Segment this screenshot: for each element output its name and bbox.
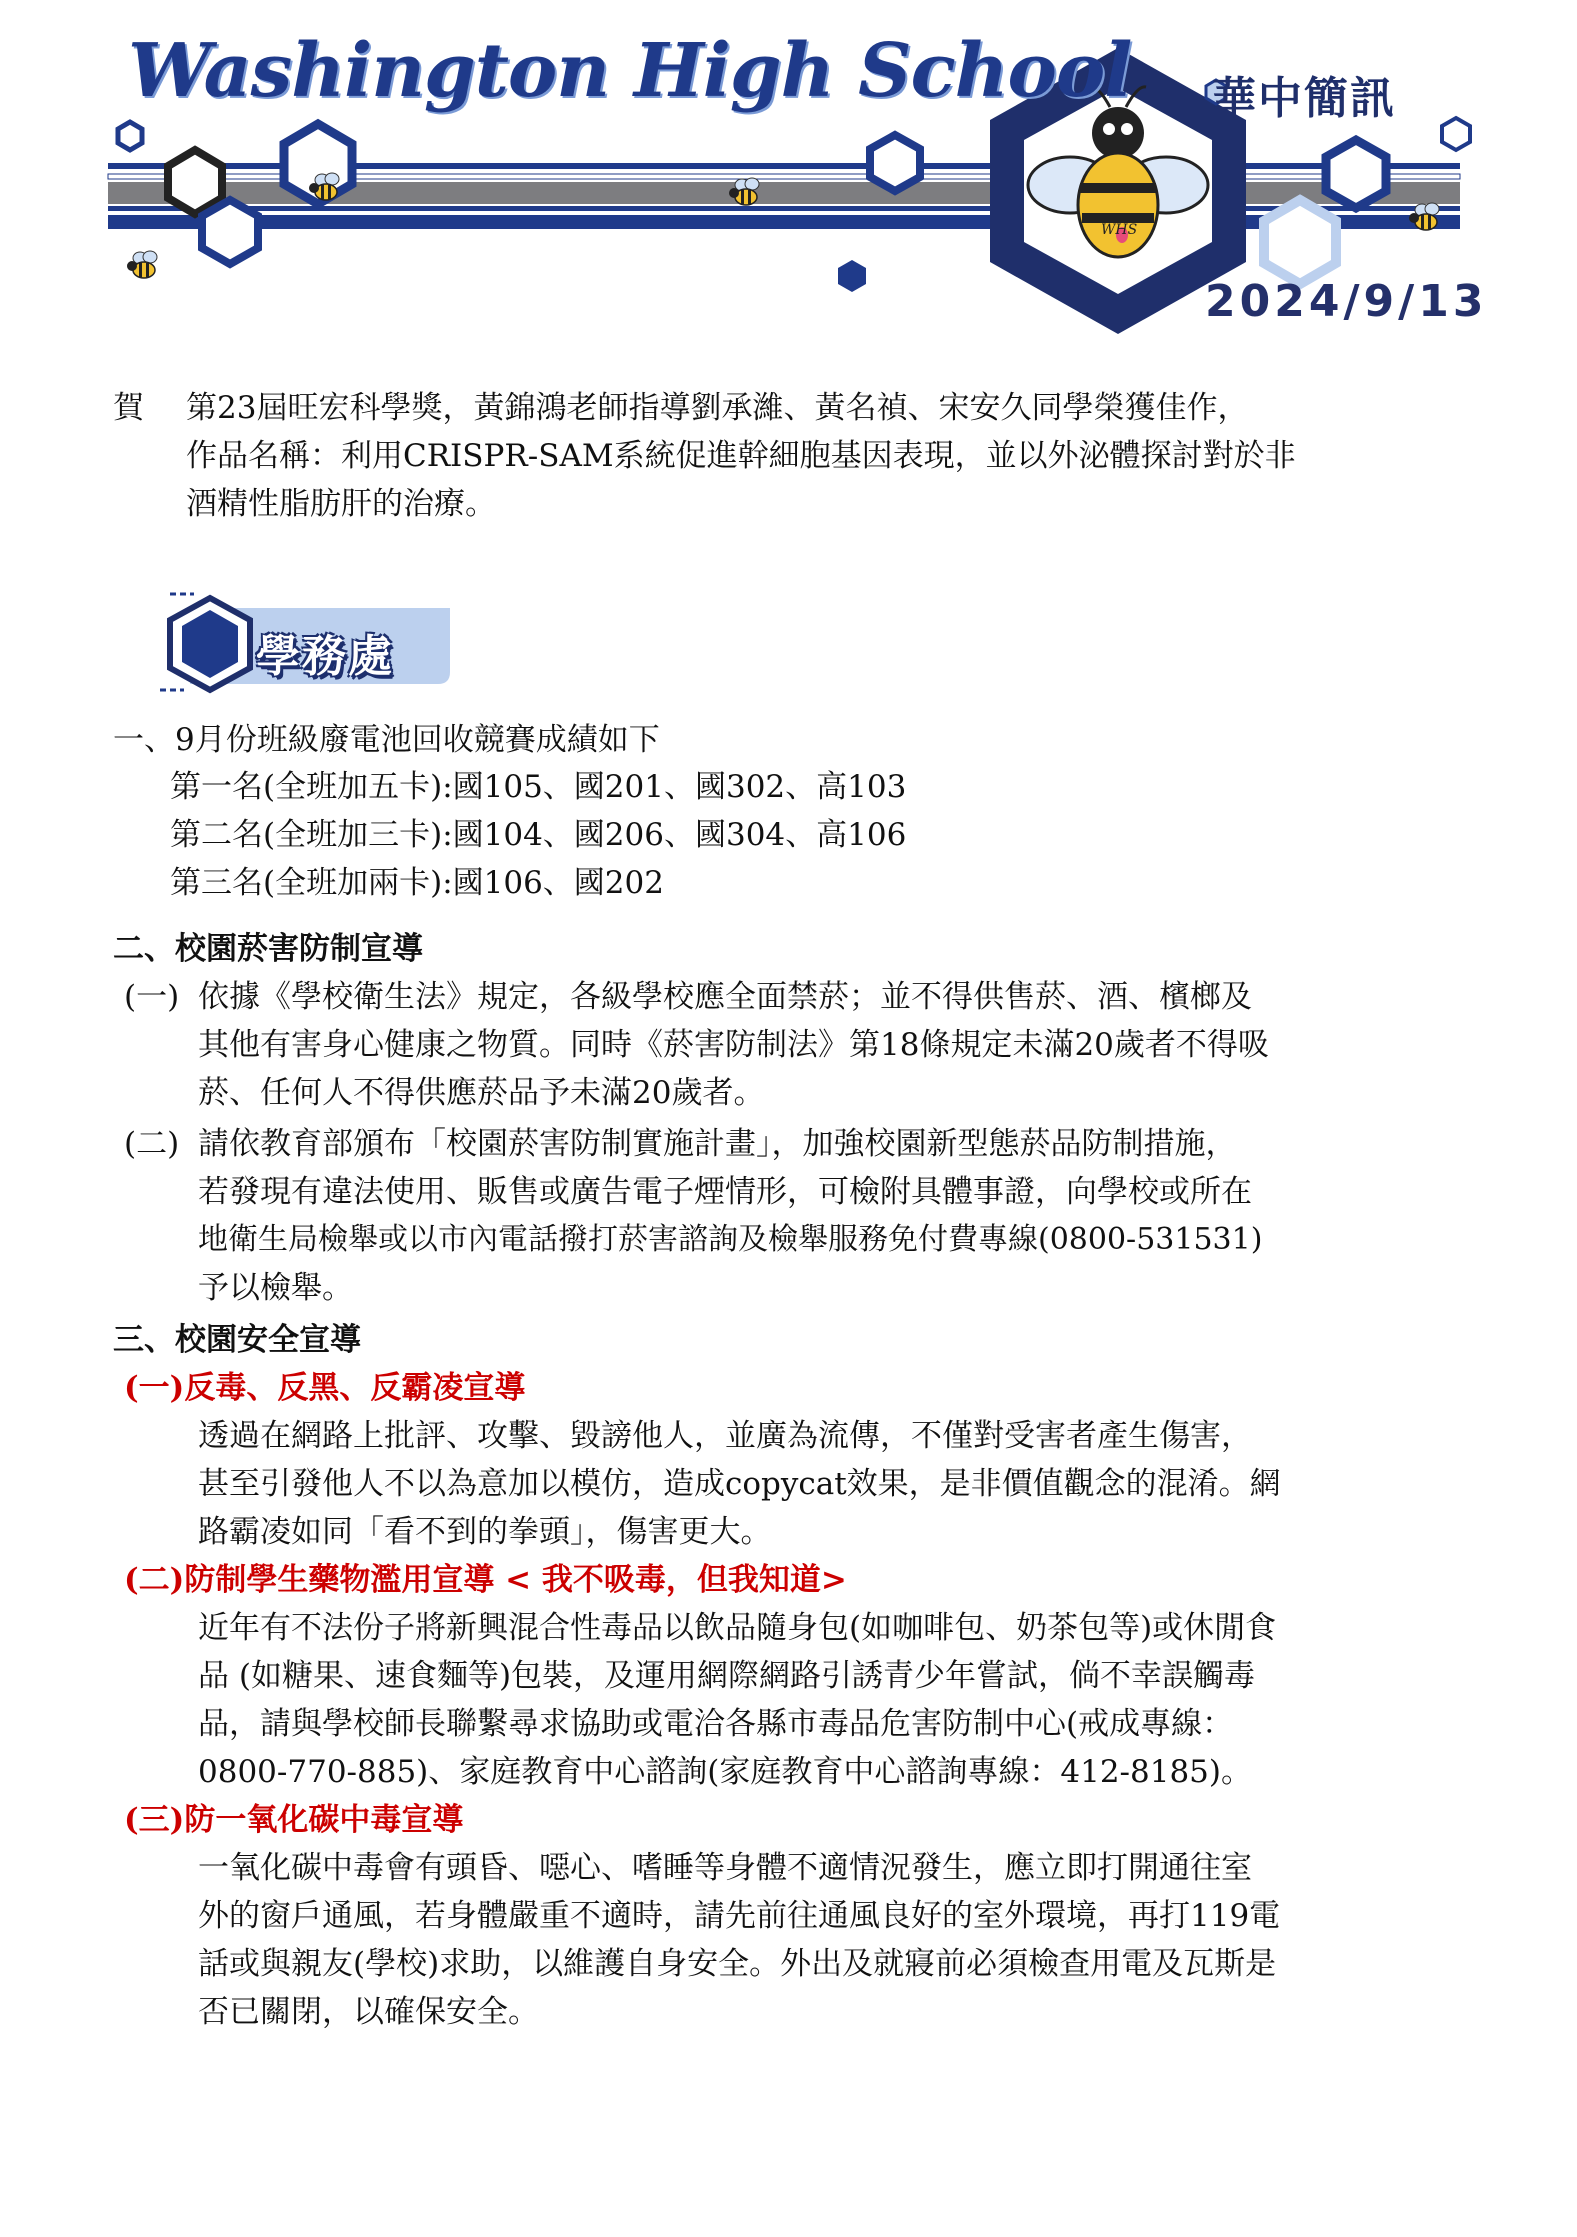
section2-heading: 二、校園菸害防制宣導 xyxy=(113,931,423,967)
section3-sub2-line-1: 近年有不法份子將新興混合性毒品以飲品隨身包(如咖啡包、奶茶包等)或休閒食 xyxy=(198,1610,1277,1646)
section3-sub3-title: (三)防一氧化碳中毒宣導 xyxy=(124,1802,464,1838)
newsletter-name: 華中簡訊 xyxy=(1212,73,1396,124)
section3-sub1-line-2: 甚至引發他人不以為意加以模仿，造成copycat效果，是非價值觀念的混淆。網 xyxy=(198,1466,1281,1502)
section2-item2-line-2: 若發現有違法使用、販售或廣告電子煙情形，可檢附具體事證，向學校或所在 xyxy=(198,1174,1252,1210)
section3-sub1-line-1: 透過在網路上批評、攻擊、毀謗他人，並廣為流傳，不僅對受害者產生傷害， xyxy=(198,1418,1252,1454)
section1-item-3: 第三名(全班加兩卡):國106、國202 xyxy=(170,865,664,901)
section3-sub2-line-2: 品 (如糖果、速食麵等)包裝，及運用網際網路引誘青少年嘗試，倘不幸誤觸毒 xyxy=(198,1658,1256,1694)
department-label: 學務處 xyxy=(256,631,394,682)
section2-item2-line-1: 請依教育部頒布「校園菸害防制實施計畫」，加強校園新型態菸品防制措施， xyxy=(198,1126,1237,1162)
mascot-label: WHS xyxy=(1101,222,1138,238)
section3-sub2-line-4: 0800-770-885)、家庭教育中心諮詢(家庭教育中心諮詢專線：412-8185)。 xyxy=(198,1754,1252,1790)
section2-item1-line-1: 依據《學校衛生法》規定，各級學校應全面禁菸；並不得供售菸、酒、檳榔及 xyxy=(198,979,1252,1015)
section2-item2-line-3: 地衛生局檢舉或以市內電話撥打菸害諮詢及檢舉服務免付費專線(0800-531531) xyxy=(198,1222,1263,1257)
section1-item-1: 第一名(全班加五卡):國105、國201、國302、高103 xyxy=(170,769,907,805)
newsletter-brand xyxy=(1212,62,1396,126)
section3-sub3-line-1: 一氧化碳中毒會有頭昏、噁心、嗜睡等身體不適情況發生，應立即打開通往室 xyxy=(198,1850,1252,1886)
congrats-line-3: 酒精性脂肪肝的治療。 xyxy=(186,486,496,522)
school-name: Washington High School xyxy=(128,28,1132,114)
section3-sub2-title: (二)防制學生藥物濫用宣導 < 我不吸毒，但我知道> xyxy=(124,1562,847,1598)
section2-item2-marker: (二) xyxy=(124,1126,180,1162)
congrats-prefix: 賀 xyxy=(113,390,144,426)
section2-item1-marker: (一) xyxy=(124,979,180,1015)
hexagon-icon xyxy=(170,598,250,690)
section3-sub1-line-3: 路霸凌如同「看不到的拳頭」，傷害更大。 xyxy=(198,1514,772,1550)
section2-item2-line-4: 予以檢舉。 xyxy=(198,1270,353,1306)
congrats-line-1: 第23屆旺宏科學獎，黃錦鴻老師指導劉承濰、黃名禎、宋安久同學榮獲佳作， xyxy=(186,390,1249,426)
section1-item-2: 第二名(全班加三卡):國104、國206、國304、高106 xyxy=(170,817,907,853)
section2-item1-line-3: 菸、任何人不得供應菸品予未滿20歲者。 xyxy=(198,1075,765,1111)
issue-date: 2024/9/13 xyxy=(1205,276,1488,327)
section2-item1-line-2: 其他有害身心健康之物質。同時《菸害防制法》第18條規定未滿20歲者不得吸 xyxy=(198,1027,1269,1063)
section1-heading: 一、9月份班級廢電池回收競賽成績如下 xyxy=(113,722,660,758)
section3-sub2-line-3: 品，請與學校師長聯繫尋求協助或電洽各縣市毒品危害防制中心(戒成專線： xyxy=(198,1706,1234,1742)
section3-heading: 三、校園安全宣導 xyxy=(113,1322,361,1358)
section3-sub1-title: (一)反毒、反黑、反霸凌宣導 xyxy=(124,1370,526,1406)
section3-sub3-line-4: 否已關閉，以確保安全。 xyxy=(198,1994,539,2030)
congrats-line-2: 作品名稱：利用CRISPR-SAM系統促進幹細胞基因表現，並以外泌體探討對於非 xyxy=(186,438,1296,474)
section3-sub3-line-3: 話或與親友(學校)求助，以維護自身安全。外出及就寢前必須檢查用電及瓦斯是 xyxy=(198,1946,1277,1982)
section3-sub3-line-2: 外的窗戶通風，若身體嚴重不適時，請先前往通風良好的室外環境，再打119電 xyxy=(198,1898,1281,1934)
